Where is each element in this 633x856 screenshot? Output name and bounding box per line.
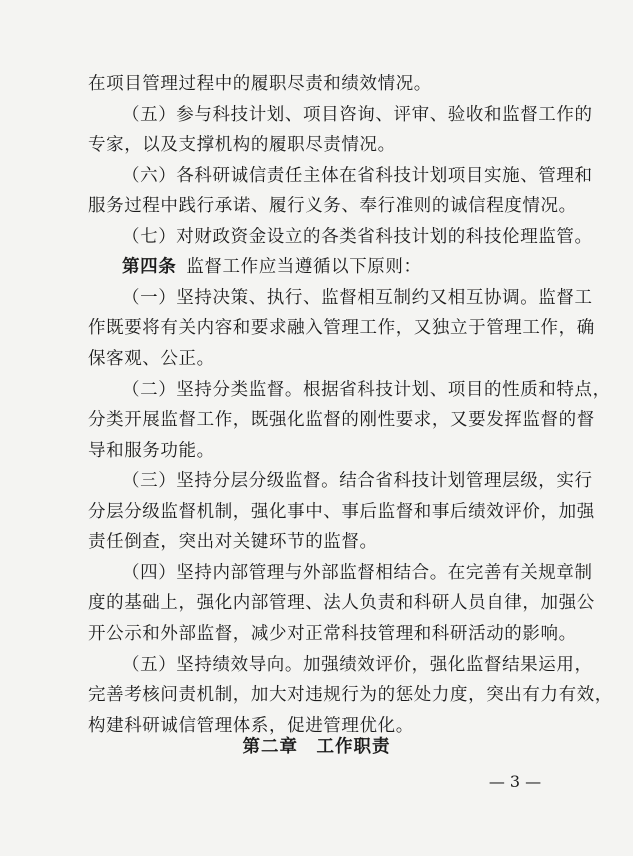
paragraph-line: （二）坚持分类监督。根据省科技计划、项目的性质和特点，: [122, 380, 611, 400]
paragraph-line: （六）各科研诚信责任主体在省科技计划项目实施、管理和: [122, 166, 593, 186]
paragraph-line: 开公示和外部监督，减少对正常科技管理和科研活动的影响。: [88, 624, 577, 644]
paragraph-line: 构建科研诚信管理体系，促进管理优化。: [88, 716, 414, 736]
paragraph-line: （三）坚持分层分级监督。结合省科技计划管理层级，实行: [122, 471, 593, 491]
chapter-heading: 第二章 工作职责: [242, 737, 391, 757]
page-number: — 3 —: [488, 772, 542, 791]
paragraph-line: （七）对财政资金设立的各类省科技计划的科技伦理监管。: [122, 227, 593, 247]
paragraph-line: 专家，以及支撑机构的履职尽责情况。: [88, 135, 396, 155]
paragraph-line: 度的基础上，强化内部管理、法人负责和科研人员自律，加强公: [88, 593, 595, 613]
article-label: 第四条: [122, 257, 177, 277]
paragraph-line: 在项目管理过程中的履职尽责和绩效情况。: [88, 74, 432, 94]
paragraph-line: 作既要将有关内容和要求融入管理工作，又独立于管理工作，确: [88, 318, 595, 338]
paragraph-line: 保客观、公正。: [88, 349, 215, 369]
paragraph-line: （四）坚持内部管理与外部监督相结合。在完善有关规章制: [122, 563, 593, 583]
article-line: [122, 255, 558, 279]
paragraph-line: 服务过程中践行承诺、履行义务、奉行准则的诚信程度情况。: [88, 196, 577, 216]
paragraph-line: 分类开展监督工作，既强化监督的刚性要求，又要发挥监督的督: [88, 410, 595, 430]
paragraph-line: 分层分级监督机制，强化事中、事后监督和事后绩效评价，加强: [88, 502, 595, 522]
paragraph-line: 责任倒查，突出对关键环节的监督。: [88, 532, 378, 552]
paragraph-line: 导和服务功能。: [88, 441, 215, 461]
paragraph-line: （一）坚持决策、执行、监督相互制约又相互协调。监督工: [122, 288, 593, 308]
paragraph-line: （五）坚持绩效导向。加强绩效评价，强化监督结果运用，: [122, 655, 593, 675]
paragraph-line: （五）参与科技计划、项目咨询、评审、验收和监督工作的: [122, 105, 593, 125]
article-text: 监督工作应当遵循以下原则：: [186, 257, 422, 277]
paragraph-line: 完善考核问责机制，加大对违规行为的惩处力度，突出有力有效，: [88, 685, 613, 705]
